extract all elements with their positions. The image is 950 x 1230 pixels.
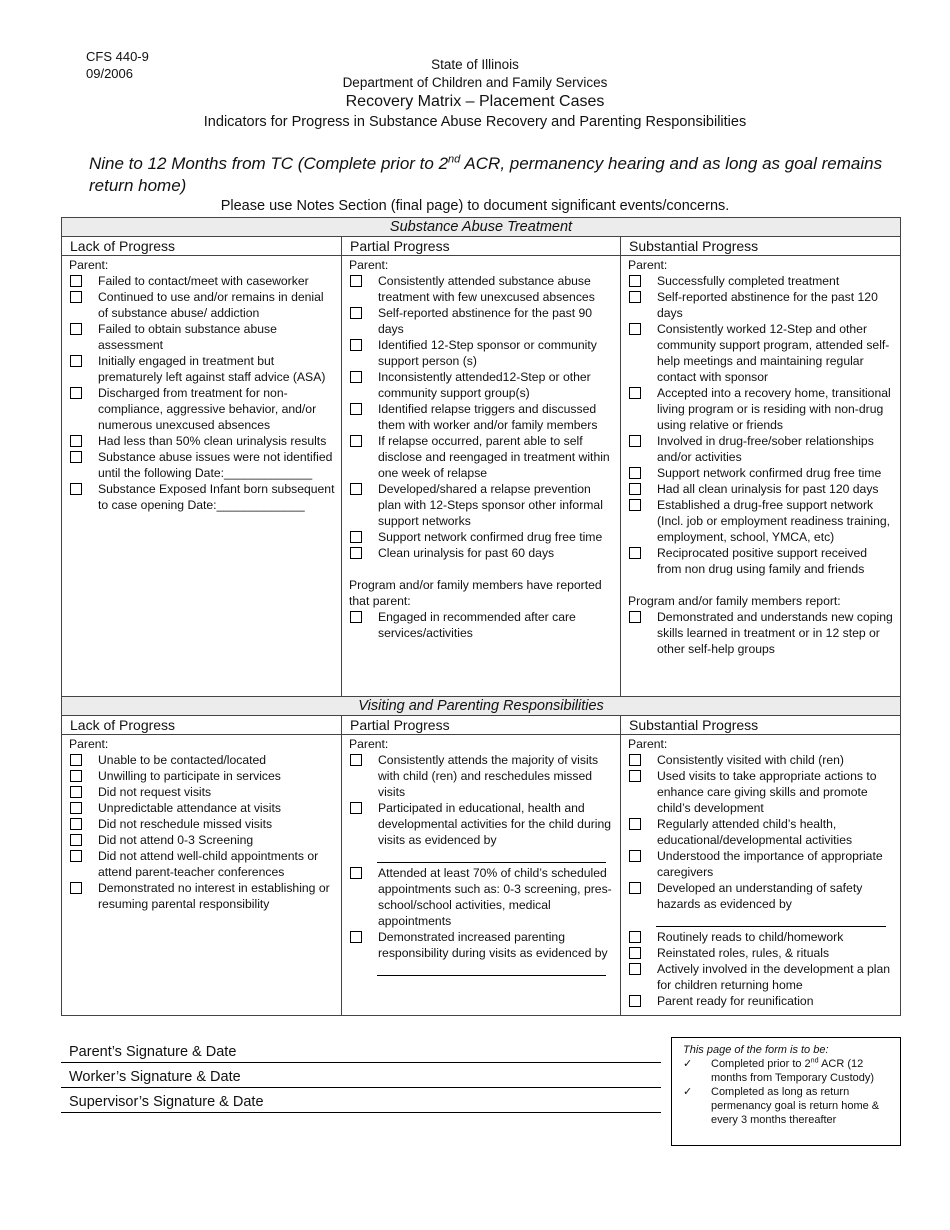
checklist-item[interactable]: Attended at least 70% of child’s scheduled appointments such as: 0-3 screening, pres-school/school activities, medical appointments bbox=[349, 865, 614, 929]
checkbox[interactable] bbox=[629, 882, 641, 894]
checklist-item[interactable]: Discharged from treatment for non-compliance, aggressive behavior, and/or numerous unexcused absences bbox=[69, 385, 335, 433]
checklist-item[interactable]: Reinstated roles, rules, & rituals bbox=[628, 945, 894, 961]
checklist-item[interactable]: Consistently attended substance abuse treatment with few unexcused absences bbox=[349, 273, 614, 305]
period-sup: nd bbox=[448, 153, 461, 166]
parent-label: Parent: bbox=[628, 737, 668, 751]
checkbox[interactable] bbox=[350, 611, 362, 623]
checklist-item[interactable]: If relapse occurred, parent able to self disclose and reengaged in treatment within one week of relapse bbox=[349, 433, 614, 481]
checklist-item[interactable]: Demonstrated increased parenting responsibility during visits as evidenced by bbox=[349, 929, 614, 961]
checkbox[interactable] bbox=[70, 802, 82, 814]
checklist-item[interactable]: Substance abuse issues were not identified until the following Date:_____________ bbox=[69, 449, 335, 481]
recovery-matrix-table bbox=[61, 217, 901, 1016]
checkbox[interactable] bbox=[629, 387, 641, 399]
evidence-write-line[interactable] bbox=[377, 848, 606, 863]
checkbox[interactable] bbox=[70, 834, 82, 846]
checkbox[interactable] bbox=[350, 339, 362, 351]
checklist-item[interactable]: Identified 12-Step sponsor or community support person (s) bbox=[349, 337, 614, 369]
checkbox[interactable] bbox=[350, 531, 362, 543]
checklist-item[interactable]: Consistently attends the majority of visits with child (ren) and reschedules missed visits bbox=[349, 752, 614, 800]
visiting-lack-cell bbox=[62, 735, 342, 1016]
col-header-substantial: Substantial Progress bbox=[621, 237, 901, 256]
checklist-item[interactable]: Consistently worked 12-Step and other community support program, attended self-help meetings and maintaining regular contact with sponsor bbox=[628, 321, 894, 385]
checkmark-icon: ✓ bbox=[683, 1058, 693, 1070]
checklist-item[interactable]: Accepted into a recovery home, transitional living program or is residing with non-drug using relative or friends bbox=[628, 385, 894, 433]
header-state: State of Illinois bbox=[431, 57, 519, 72]
col-header-partial: Partial Progress bbox=[342, 237, 621, 256]
checkbox[interactable] bbox=[629, 754, 641, 766]
checklist-item[interactable]: Self-reported abstinence for the past 90 days bbox=[349, 305, 614, 337]
checklist-item[interactable]: Routinely reads to child/homework bbox=[628, 929, 894, 945]
checkbox[interactable] bbox=[70, 483, 82, 495]
evidence-write-line[interactable] bbox=[377, 961, 606, 976]
checklist-item[interactable]: Identified relapse triggers and discussed them with worker and/or family members bbox=[349, 401, 614, 433]
checkbox[interactable] bbox=[70, 275, 82, 287]
checkbox[interactable] bbox=[350, 547, 362, 559]
checkbox[interactable] bbox=[629, 963, 641, 975]
checkbox[interactable] bbox=[629, 323, 641, 335]
checkbox[interactable] bbox=[629, 947, 641, 959]
checklist-item[interactable]: Did not reschedule missed visits bbox=[69, 816, 335, 832]
checklist-item[interactable]: Engaged in recommended after care services/activities bbox=[349, 609, 614, 641]
checkbox[interactable] bbox=[629, 467, 641, 479]
checklist-item[interactable]: Did not attend 0-3 Screening bbox=[69, 832, 335, 848]
checklist-item[interactable]: Developed an understanding of safety hazards as evidenced by bbox=[628, 880, 894, 912]
col-header-lack: Lack of Progress bbox=[62, 716, 342, 735]
checklist-item[interactable]: Unpredictable attendance at visits bbox=[69, 800, 335, 816]
col-header-lack: Lack of Progress bbox=[62, 237, 342, 256]
checkbox[interactable] bbox=[70, 786, 82, 798]
notes-instruction: Please use Notes Section (final page) to document significant events/concerns. bbox=[220, 198, 730, 214]
checklist-item[interactable]: Had less than 50% clean urinalysis results bbox=[69, 433, 335, 449]
checklist-item[interactable]: Successfully completed treatment bbox=[628, 273, 894, 289]
program-label: Program and/or family members have reported that parent: bbox=[349, 578, 602, 608]
checklist-item[interactable]: Failed to contact/meet with caseworker bbox=[69, 273, 335, 289]
checklist-item[interactable]: Had all clean urinalysis for past 120 days bbox=[628, 481, 894, 497]
checklist-item[interactable]: Inconsistently attended12-Step or other community support group(s) bbox=[349, 369, 614, 401]
header-department: Department of Children and Family Services bbox=[342, 75, 608, 90]
parent-label: Parent: bbox=[628, 258, 668, 272]
checkbox[interactable] bbox=[629, 931, 641, 943]
checklist-item[interactable]: Developed/shared a relapse prevention plan with 12-Steps sponsor other informal support networks bbox=[349, 481, 614, 529]
checkbox[interactable] bbox=[350, 802, 362, 814]
checkbox[interactable] bbox=[350, 275, 362, 287]
note-item bbox=[683, 1085, 892, 1127]
checklist-item[interactable]: Used visits to take appropriate actions to enhance care giving skills and promote child’s development bbox=[628, 768, 894, 816]
form-date: 09/2006 bbox=[86, 66, 133, 81]
period-text-post: ACR, permanency hearing and as long as goal remains return home) bbox=[89, 154, 883, 195]
section-visiting-title: Visiting and Parenting Responsibilities bbox=[62, 697, 901, 716]
checkbox[interactable] bbox=[70, 850, 82, 862]
checklist-item[interactable]: Involved in drug-free/sober relationships and/or activities bbox=[628, 433, 894, 465]
visiting-substantial-cell bbox=[621, 735, 901, 1016]
checklist-item[interactable]: Did not request visits bbox=[69, 784, 335, 800]
checklist-item[interactable]: Clean urinalysis for past 60 days bbox=[349, 545, 614, 561]
checkbox[interactable] bbox=[70, 323, 82, 335]
checkbox[interactable] bbox=[70, 387, 82, 399]
checkbox[interactable] bbox=[629, 483, 641, 495]
parent-signature-line[interactable]: Parent’s Signature & Date bbox=[61, 1041, 661, 1063]
substance-substantial-cell bbox=[621, 256, 901, 697]
checkbox[interactable] bbox=[350, 867, 362, 879]
parent-label: Parent: bbox=[349, 737, 389, 751]
checklist-item[interactable]: Understood the importance of appropriate caregivers bbox=[628, 848, 894, 880]
col-header-partial: Partial Progress bbox=[342, 716, 621, 735]
checkbox[interactable] bbox=[629, 818, 641, 830]
checkbox[interactable] bbox=[629, 547, 641, 559]
checkmark-icon: ✓ bbox=[683, 1086, 693, 1098]
period-heading bbox=[89, 153, 889, 197]
checklist-item[interactable]: Unwilling to participate in services bbox=[69, 768, 335, 784]
checklist-item[interactable]: Continued to use and/or remains in denial of substance abuse/ addiction bbox=[69, 289, 335, 321]
checkbox[interactable] bbox=[70, 451, 82, 463]
checkbox[interactable] bbox=[629, 995, 641, 1007]
page-title: Recovery Matrix – Placement Cases bbox=[345, 93, 605, 110]
checkbox[interactable] bbox=[629, 435, 641, 447]
checklist-item[interactable]: Did not attend well-child appointments or attend parent-teacher conferences bbox=[69, 848, 335, 880]
completion-note-box bbox=[671, 1037, 901, 1146]
checklist-item[interactable]: Participated in educational, health and developmental activities for the child during visits as evidenced by bbox=[349, 800, 614, 848]
checkbox[interactable] bbox=[350, 435, 362, 447]
checkbox[interactable] bbox=[70, 770, 82, 782]
col-header-substantial: Substantial Progress bbox=[621, 716, 901, 735]
note-title: This page of the form is to be: bbox=[683, 1044, 829, 1056]
checkbox[interactable] bbox=[70, 818, 82, 830]
parent-label: Parent: bbox=[69, 737, 109, 751]
spacer bbox=[349, 561, 614, 577]
note-item-text: Completed as long as return permenancy goal is return home & every 3 months thereafter bbox=[711, 1086, 880, 1126]
form-number: CFS 440-9 bbox=[86, 49, 149, 64]
worker-signature-line[interactable]: Worker’s Signature & Date bbox=[61, 1066, 661, 1088]
checkbox[interactable] bbox=[70, 291, 82, 303]
checkbox[interactable] bbox=[629, 291, 641, 303]
checkbox[interactable] bbox=[350, 931, 362, 943]
checklist-item[interactable]: Actively involved in the development a plan for children returning home bbox=[628, 961, 894, 993]
checkbox[interactable] bbox=[350, 483, 362, 495]
checkbox[interactable] bbox=[70, 435, 82, 447]
section-substance-title: Substance Abuse Treatment bbox=[62, 218, 901, 237]
checklist-item[interactable]: Consistently visited with child (ren) bbox=[628, 752, 894, 768]
period-text-pre: Nine to 12 Months from TC (Complete prior to 2 bbox=[89, 154, 449, 173]
checklist-item[interactable]: Support network confirmed drug free time bbox=[349, 529, 614, 545]
checklist-item[interactable]: Regularly attended child’s health, educational/developmental activities bbox=[628, 816, 894, 848]
checklist-item[interactable]: Self-reported abstinence for the past 120 days bbox=[628, 289, 894, 321]
checkbox[interactable] bbox=[629, 850, 641, 862]
checkbox[interactable] bbox=[629, 275, 641, 287]
visiting-partial-cell bbox=[342, 735, 621, 1016]
checkbox[interactable] bbox=[350, 307, 362, 319]
substance-lack-cell bbox=[62, 256, 342, 697]
note-item-text: Completed prior to 2nd ACR (12 months from Temporary Custody) bbox=[711, 1056, 875, 1084]
checkbox[interactable] bbox=[350, 371, 362, 383]
checklist-item[interactable]: Demonstrated no interest in establishing or resuming parental responsibility bbox=[69, 880, 335, 912]
checklist-item[interactable]: Failed to obtain substance abuse assessment bbox=[69, 321, 335, 353]
note-item bbox=[683, 1057, 892, 1085]
checklist-item[interactable]: Support network confirmed drug free time bbox=[628, 465, 894, 481]
evidence-write-line[interactable] bbox=[656, 912, 886, 927]
program-label: Program and/or family members report: bbox=[628, 594, 841, 608]
checkbox[interactable] bbox=[629, 770, 641, 782]
checklist-item[interactable]: Unable to be contacted/located bbox=[69, 752, 335, 768]
page-subtitle: Indicators for Progress in Substance Abuse Recovery and Parenting Responsibilities bbox=[203, 114, 747, 130]
checklist-item[interactable]: Established a drug-free support network (Incl. job or employment readiness training, employment, school, YMCA, etc) bbox=[628, 497, 894, 545]
spacer bbox=[628, 577, 894, 593]
checklist-item[interactable]: Initially engaged in treatment but prematurely left against staff advice (ASA) bbox=[69, 353, 335, 385]
checklist-item[interactable]: Substance Exposed Infant born subsequent to case opening Date:_____________ bbox=[69, 481, 335, 513]
checkbox[interactable] bbox=[350, 754, 362, 766]
checkbox[interactable] bbox=[629, 499, 641, 511]
checklist-item[interactable]: Reciprocated positive support received from non drug using family and friends bbox=[628, 545, 894, 577]
parent-label: Parent: bbox=[69, 258, 109, 272]
checklist-item[interactable]: Parent ready for reunification bbox=[628, 993, 894, 1009]
substance-partial-cell bbox=[342, 256, 621, 697]
checklist-item[interactable]: Demonstrated and understands new coping skills learned in treatment or in 12 step or other self-help groups bbox=[628, 609, 894, 657]
checkbox[interactable] bbox=[70, 355, 82, 367]
checkbox[interactable] bbox=[70, 882, 82, 894]
supervisor-signature-line[interactable]: Supervisor’s Signature & Date bbox=[61, 1091, 661, 1113]
checkbox[interactable] bbox=[350, 403, 362, 415]
parent-label: Parent: bbox=[349, 258, 389, 272]
checkbox[interactable] bbox=[629, 611, 641, 623]
checkbox[interactable] bbox=[70, 754, 82, 766]
